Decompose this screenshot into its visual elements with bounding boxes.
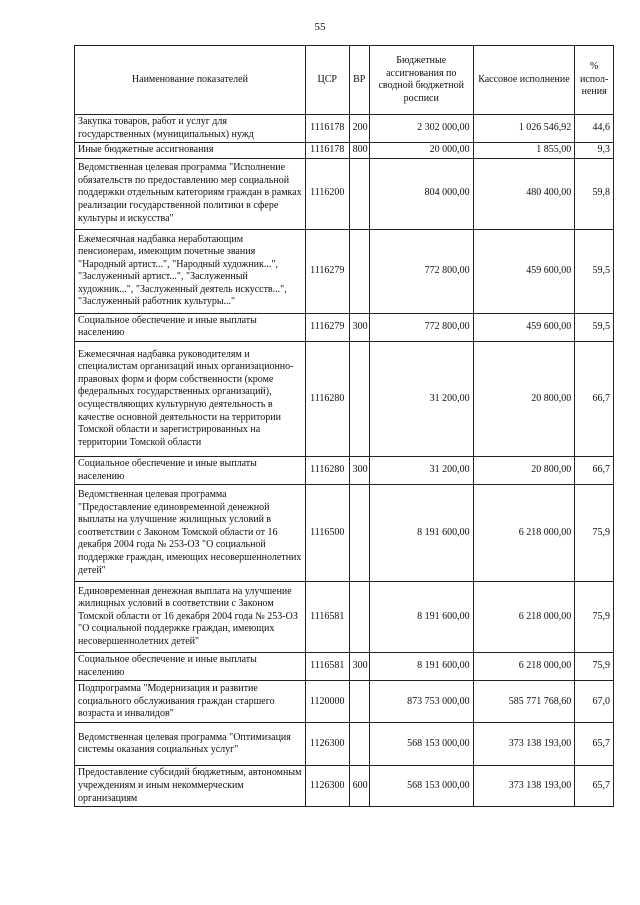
cell-plan: 772 800,00 [369,313,473,341]
table-row [75,313,614,341]
cell-pct: 66,7 [575,341,614,456]
cell-plan: 31 200,00 [369,341,473,456]
cell-name: Закупка товаров, работ и услуг для государственных (муниципальных) нужд [75,115,306,143]
cell-pct: 44,6 [575,115,614,143]
cell-csr: 1116279 [305,229,349,313]
table-row [75,341,614,456]
header-csr: ЦСР [305,46,349,115]
cell-vr [349,485,369,582]
table-row [75,653,614,681]
cell-csr: 1126300 [305,723,349,766]
cell-pct: 59,5 [575,229,614,313]
cell-csr: 1126300 [305,766,349,807]
cell-pct: 65,7 [575,723,614,766]
cell-kass: 585 771 768,60 [473,681,575,723]
cell-kass: 6 218 000,00 [473,485,575,582]
cell-plan: 8 191 600,00 [369,485,473,582]
cell-csr: 1116178 [305,115,349,143]
cell-plan: 2 302 000,00 [369,115,473,143]
table-row [75,143,614,159]
cell-pct: 59,5 [575,313,614,341]
cell-kass: 1 855,00 [473,143,575,159]
cell-plan: 31 200,00 [369,456,473,484]
cell-pct: 9,3 [575,143,614,159]
header-vr: ВР [349,46,369,115]
cell-csr: 1116178 [305,143,349,159]
cell-csr: 1116280 [305,456,349,484]
cell-pct: 75,9 [575,582,614,653]
cell-vr [349,341,369,456]
cell-plan: 568 153 000,00 [369,766,473,807]
table-row [75,158,614,229]
cell-pct: 66,7 [575,456,614,484]
cell-name: Подпрограмма "Модернизация и развитие социального обслуживания граждан старшего возраста и инвалидов" [75,681,306,723]
table-row [75,115,614,143]
cell-vr: 800 [349,143,369,159]
cell-plan: 8 191 600,00 [369,582,473,653]
cell-name: Ежемесячная надбавка руководителям и специалистам организаций иных организационно-правовых форм и форм собственности (кроме федеральных государственных организаций), осуществляющих культурную деятельность в качестве основной деятельности на территории Томской области и зарегистрированных на территории Томской области [75,341,306,456]
cell-name: Ведомственная целевая программа "Исполнение обязательств по предоставлению мер социальной поддержки отдельным категориям граждан в рамках реализации государственной политики в сфере культуры и искусства" [75,158,306,229]
cell-pct: 75,9 [575,653,614,681]
cell-vr [349,681,369,723]
cell-name: Иные бюджетные ассигнования [75,143,306,159]
header-row [75,46,614,115]
cell-kass: 480 400,00 [473,158,575,229]
cell-plan: 873 753 000,00 [369,681,473,723]
cell-kass: 1 026 546,92 [473,115,575,143]
cell-csr: 1120000 [305,681,349,723]
cell-csr: 1116500 [305,485,349,582]
cell-vr: 300 [349,653,369,681]
table-row [75,766,614,807]
cell-kass: 459 600,00 [473,313,575,341]
cell-name: Ежемесячная надбавка неработающим пенсионерам, имеющим почетные звания "Народный артист...", "Народный художник...", "Заслуженный артист...", "Заслуженный художник...", "Заслуженный деятель искусств...", "Заслуженный работник культуры..." [75,229,306,313]
cell-pct: 59,8 [575,158,614,229]
header-name: Наименование показателей [75,46,306,115]
cell-name: Социальное обеспечение и иные выплаты населению [75,456,306,484]
cell-kass: 20 800,00 [473,456,575,484]
cell-csr: 1116280 [305,341,349,456]
cell-plan: 8 191 600,00 [369,653,473,681]
cell-vr: 300 [349,313,369,341]
cell-csr: 1116279 [305,313,349,341]
table-row [75,229,614,313]
cell-kass: 373 138 193,00 [473,723,575,766]
cell-csr: 1116200 [305,158,349,229]
page-number: 55 [314,21,326,33]
cell-vr [349,229,369,313]
cell-plan: 20 000,00 [369,143,473,159]
cell-pct: 75,9 [575,485,614,582]
cell-plan: 772 800,00 [369,229,473,313]
cell-name: Ведомственная целевая программа "Предоставление единовременной денежной выплаты на улучшение жилищных условий в соответствии с Законом Томской области от 16 декабря 2004 года № 253-ОЗ "О социальной поддержке граждан, имеющих несовершеннолетних детей" [75,485,306,582]
cell-vr [349,158,369,229]
header-pct: % испол-нения [575,46,614,115]
cell-name: Социальное обеспечение и иные выплаты населению [75,653,306,681]
cell-vr: 200 [349,115,369,143]
cell-kass: 6 218 000,00 [473,653,575,681]
cell-pct: 65,7 [575,766,614,807]
header-plan: Бюджетные ассигнования по сводной бюджетной росписи [369,46,473,115]
table-body [75,115,614,807]
header-kass: Кассовое исполнение [473,46,575,115]
cell-plan: 804 000,00 [369,158,473,229]
cell-vr: 600 [349,766,369,807]
cell-plan: 568 153 000,00 [369,723,473,766]
table-row [75,681,614,723]
cell-name: Предоставление субсидий бюджетным, автономным учреждениям и иным некоммерческим организациям [75,766,306,807]
cell-pct: 67,0 [575,681,614,723]
cell-vr [349,582,369,653]
cell-name: Единовременная денежная выплата на улучшение жилищных условий в соответствии с Законом Томской области от 16 декабря 2004 года № 253-ОЗ "О социальной поддержке граждан, имеющих несовершеннолетних детей" [75,582,306,653]
cell-name: Ведомственная целевая программа "Оптимизация системы оказания социальных услуг" [75,723,306,766]
cell-csr: 1116581 [305,653,349,681]
cell-name: Социальное обеспечение и иные выплаты населению [75,313,306,341]
cell-kass: 459 600,00 [473,229,575,313]
cell-kass: 20 800,00 [473,341,575,456]
budget-table [74,45,614,807]
cell-csr: 1116581 [305,582,349,653]
cell-kass: 6 218 000,00 [473,582,575,653]
cell-vr [349,723,369,766]
cell-vr: 300 [349,456,369,484]
table-row [75,582,614,653]
table-row [75,456,614,484]
cell-kass: 373 138 193,00 [473,766,575,807]
table-row [75,485,614,582]
table-row [75,723,614,766]
